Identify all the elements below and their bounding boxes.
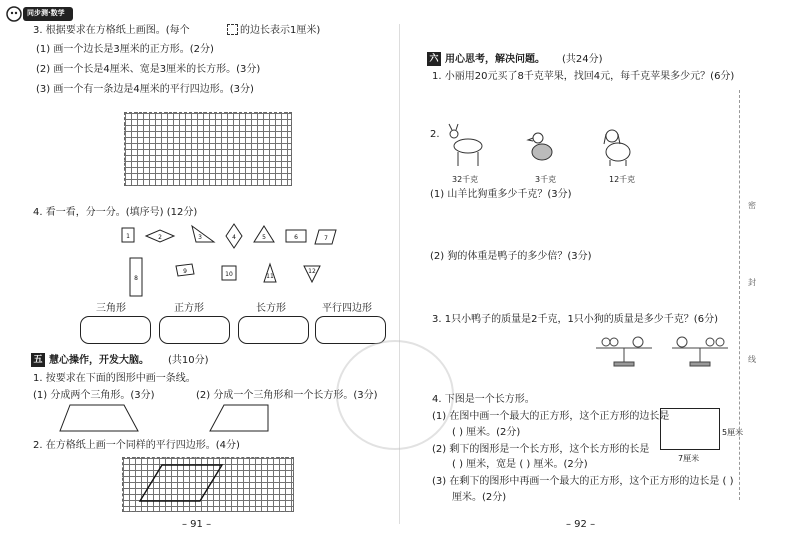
q3-item-2: (2) 画一个长是4厘米、宽是3厘米的长方形。(3分) <box>36 64 261 75</box>
s5-q1b: (2) 分成一个三角形和一个长方形。(3分) <box>196 390 378 401</box>
shapes-to-divide[interactable] <box>58 403 278 433</box>
logo-text: 同步测·数学 <box>27 9 65 17</box>
shape-number: 10 <box>225 271 233 278</box>
weight-dog: 12千克 <box>609 175 636 184</box>
s5-q1a: (1) 分成两个三角形。(3分) <box>33 390 155 401</box>
right-trapezoid-shape <box>210 405 268 431</box>
answer-box-square[interactable] <box>159 316 230 344</box>
box-label-square: 正方形 <box>174 303 204 314</box>
shape-triangle-3 <box>192 226 214 242</box>
box-label-rectangle: 长方形 <box>256 303 286 314</box>
shapes-figure <box>114 220 354 300</box>
seal-line <box>739 90 740 500</box>
shape-number: 5 <box>262 234 266 241</box>
r-q4-sub2b: ( ) 厘米，宽是 ( ) 厘米。(2分) <box>452 459 588 470</box>
dog-icon <box>604 130 630 166</box>
r-q4-sub2a: (2) 剩下的图形是一个长方形，这个长方形的长是 <box>432 444 650 455</box>
weight-goat: 32千克 <box>452 175 479 184</box>
goat-icon <box>449 124 482 166</box>
q3-title: 3. 根据要求在方格纸上画图。(每个 <box>33 25 190 36</box>
balance-scale-icon <box>672 337 728 366</box>
shape-number: 3 <box>198 234 202 241</box>
r-q2-sub2: (2) 狗的体重是鸭子的多少倍？(3分) <box>430 251 592 262</box>
r-q4-sub1b: ( ) 厘米。(2分) <box>452 427 521 438</box>
q3-item-3: (3) 画一个有一条边是4厘米的平行四边形。(3分) <box>36 84 254 95</box>
margin-xian: 线 <box>748 355 756 364</box>
q3-title-end: 的边长表示1厘米) <box>240 25 321 36</box>
shape-number: 7 <box>324 235 328 242</box>
r-q2-sub1: (1) 山羊比狗重多少千克？(3分) <box>430 189 572 200</box>
r-q3: 3. 1只小鸭子的质量是2千克，1只小狗的质量是多少千克？(6分) <box>432 314 718 325</box>
section-6-badge: 六 <box>427 52 441 66</box>
q4-title: 4. 看一看，分一分。(填序号) (12分) <box>33 207 198 218</box>
shape-number: 2 <box>158 234 162 241</box>
section-6-points: (共24分) <box>562 54 603 65</box>
section-6-title: 用心思考，解决问题。 <box>445 54 545 65</box>
section-5-points: (共10分) <box>168 355 209 366</box>
shape-number: 11 <box>266 273 274 280</box>
weight-duck: 3千克 <box>535 175 557 184</box>
q3-item-1: (1) 画一个边长是3厘米的正方形。(2分) <box>36 44 214 55</box>
balance-scale-icon <box>596 337 652 366</box>
unit-square-icon <box>227 24 238 35</box>
rectangle-figure[interactable] <box>660 408 720 450</box>
r-q2-number: 2. <box>430 129 440 140</box>
duck-icon <box>528 133 552 160</box>
r-q4-sub3a: (3) 在剩下的图形中再画一个最大的正方形，这个正方形的边长是 ( ) <box>432 476 734 487</box>
balance-scales-figure <box>590 330 734 370</box>
r-q4-sub1a: (1) 在图中画一个最大的正方形，这个正方形的边长是 <box>432 411 670 422</box>
margin-feng: 封 <box>748 278 756 287</box>
animals-figure <box>446 122 646 172</box>
page-number-right: – 92 – <box>566 519 596 530</box>
answer-box-rectangle[interactable] <box>238 316 309 344</box>
shape-number: 1 <box>126 233 130 240</box>
box-label-parallelogram: 平行四边形 <box>322 303 372 314</box>
box-label-triangle: 三角形 <box>96 303 126 314</box>
shape-number: 8 <box>134 275 138 282</box>
shape-number: 12 <box>308 268 316 275</box>
grid-paper-1[interactable] <box>124 112 292 186</box>
parallelogram-sample <box>122 457 294 512</box>
section-5-title: 慧心操作，开发大脑。 <box>49 355 149 366</box>
page-number-left: – 91 – <box>182 519 212 530</box>
s5-q2: 2. 在方格纸上画一个同样的平行四边形。(4分) <box>33 440 240 451</box>
answer-box-parallelogram[interactable] <box>315 316 386 344</box>
rect-side-label: 5厘米 <box>722 428 744 437</box>
r-q1: 1. 小丽用20元买了8千克苹果，找回4元，每千克苹果多少元？(6分) <box>432 71 735 82</box>
r-q4-title: 4. 下图是一个长方形。 <box>432 394 535 405</box>
margin-mi: 密 <box>748 201 756 210</box>
trapezoid-shape <box>60 405 138 431</box>
answer-box-triangle[interactable] <box>80 316 151 344</box>
s5-q1: 1. 按要求在下面的图形中画一条线。 <box>33 373 196 384</box>
shape-number: 4 <box>232 234 236 241</box>
shape-number: 9 <box>183 268 187 275</box>
r-q4-sub3b: 厘米。(2分) <box>452 492 507 503</box>
rect-bottom-label: 7厘米 <box>678 454 700 463</box>
shape-number: 6 <box>294 234 298 241</box>
section-5-badge: 五 <box>31 353 45 367</box>
